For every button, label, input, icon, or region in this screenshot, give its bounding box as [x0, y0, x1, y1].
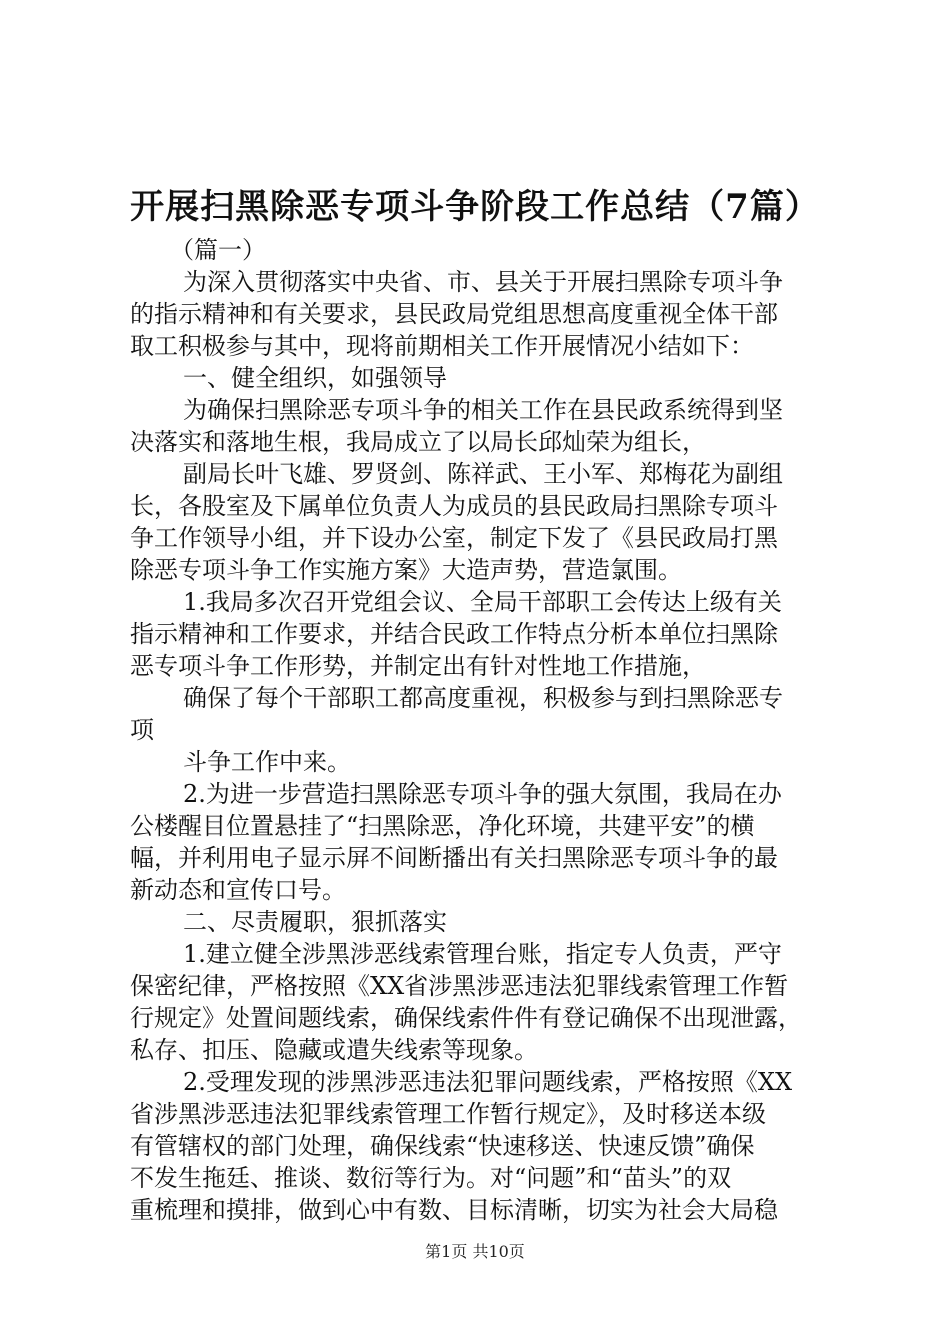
body-line: 有管辖权的部门处理，确保线索“快速移送、快速反馈”确保 — [130, 1132, 755, 1160]
body-line: 为确保扫黑除恶专项斗争的相关工作在县民政系统得到坚 — [183, 396, 783, 424]
body-line: 二、尽责履职，狠抓落实 — [183, 908, 447, 936]
body-line: 的指示精神和有关要求，县民政局党组思想高度重视全体干部 — [130, 300, 778, 328]
body-line: 2.为进一步营造扫黑除恶专项斗争的强大氛围，我局在办 — [183, 780, 782, 808]
body-line: 行规定》处置间题线索，确保线索件件有登记确保不出现泄露， — [130, 1004, 802, 1032]
body-line: 新动态和宣传口号。 — [130, 876, 346, 904]
document-title: 开展扫黑除恶专项斗争阶段工作总结（7篇） — [130, 187, 820, 227]
body-line: 公楼醒目位置悬挂了“扫黑除恶，净化环境，共建平安”的横 — [130, 812, 755, 840]
body-line: 幅，并利用电子显示屏不间断播出有关扫黑除恶专项斗争的最 — [130, 844, 778, 872]
body-line: 为深入贯彻落实中央省、市、县关于开展扫黑除专项斗争 — [183, 268, 783, 296]
document-body — [130, 234, 840, 1226]
body-line: 指示精神和工作要求，并结合民政工作特点分析本单位扫黑除 — [130, 620, 778, 648]
body-line: 重梳理和摸排，做到心中有数、目标清晰，切实为社会大局稳 — [130, 1196, 778, 1224]
body-line: 争工作领导小组，并下设办公室，制定下发了《县民政局打黑 — [130, 524, 778, 552]
body-line: 项 — [130, 716, 154, 744]
body-line: 恶专项斗争工作形势，并制定出有针对性地工作措施， — [130, 652, 706, 680]
body-line: 1.建立健全涉黑涉恶线索管理台账，指定专人负责，严守 — [183, 940, 782, 968]
body-line: 1.我局多次召开党组会议、全局干部职工会传达上级有关 — [183, 588, 782, 616]
body-line: 除恶专项斗争工作实施方案》大造声势，营造氯围。 — [130, 556, 682, 584]
body-line: 2.受理发现的涉黑涉恶违法犯罪问题线索，严格按照《XX — [183, 1068, 793, 1096]
body-line: 长，各股室及下属单位负责人为成员的县民政局扫黑除专项斗 — [130, 492, 778, 520]
page-footer: 第1页 共10页 — [425, 1242, 525, 1261]
body-line: 不发生拖廷、推谈、数衍等行为。对“问题”和“苗头”的双 — [130, 1164, 732, 1192]
body-line: 私存、扣压、隐藏或遣失线索等现象。 — [130, 1036, 538, 1064]
body-line: 副局长叶飞雄、罗贤剑、陈祥武、王小军、郑梅花为副组 — [183, 460, 783, 488]
body-line: 决落实和落地生根，我局成立了以局长邱灿荣为组长， — [130, 428, 706, 456]
body-line: 确保了每个干部职工都高度重视，积极参与到扫黑除恶专 — [183, 684, 783, 712]
body-line: 保密纪律，严格按照《XX省涉黑涉恶违法犯罪线索管理工作暂 — [130, 972, 789, 1000]
body-line: 取工积极参与其中，现将前期相关工作开展情况小结如下： — [130, 332, 754, 360]
body-line: 一、健全组织，如强领导 — [183, 364, 447, 392]
body-line: 省涉黑涉恶违法犯罪线索管理工作暂行规定》，及时移送本级 — [130, 1100, 766, 1128]
body-line: 斗争工作中来。 — [183, 748, 351, 776]
body-line: （篇一） — [170, 236, 266, 264]
